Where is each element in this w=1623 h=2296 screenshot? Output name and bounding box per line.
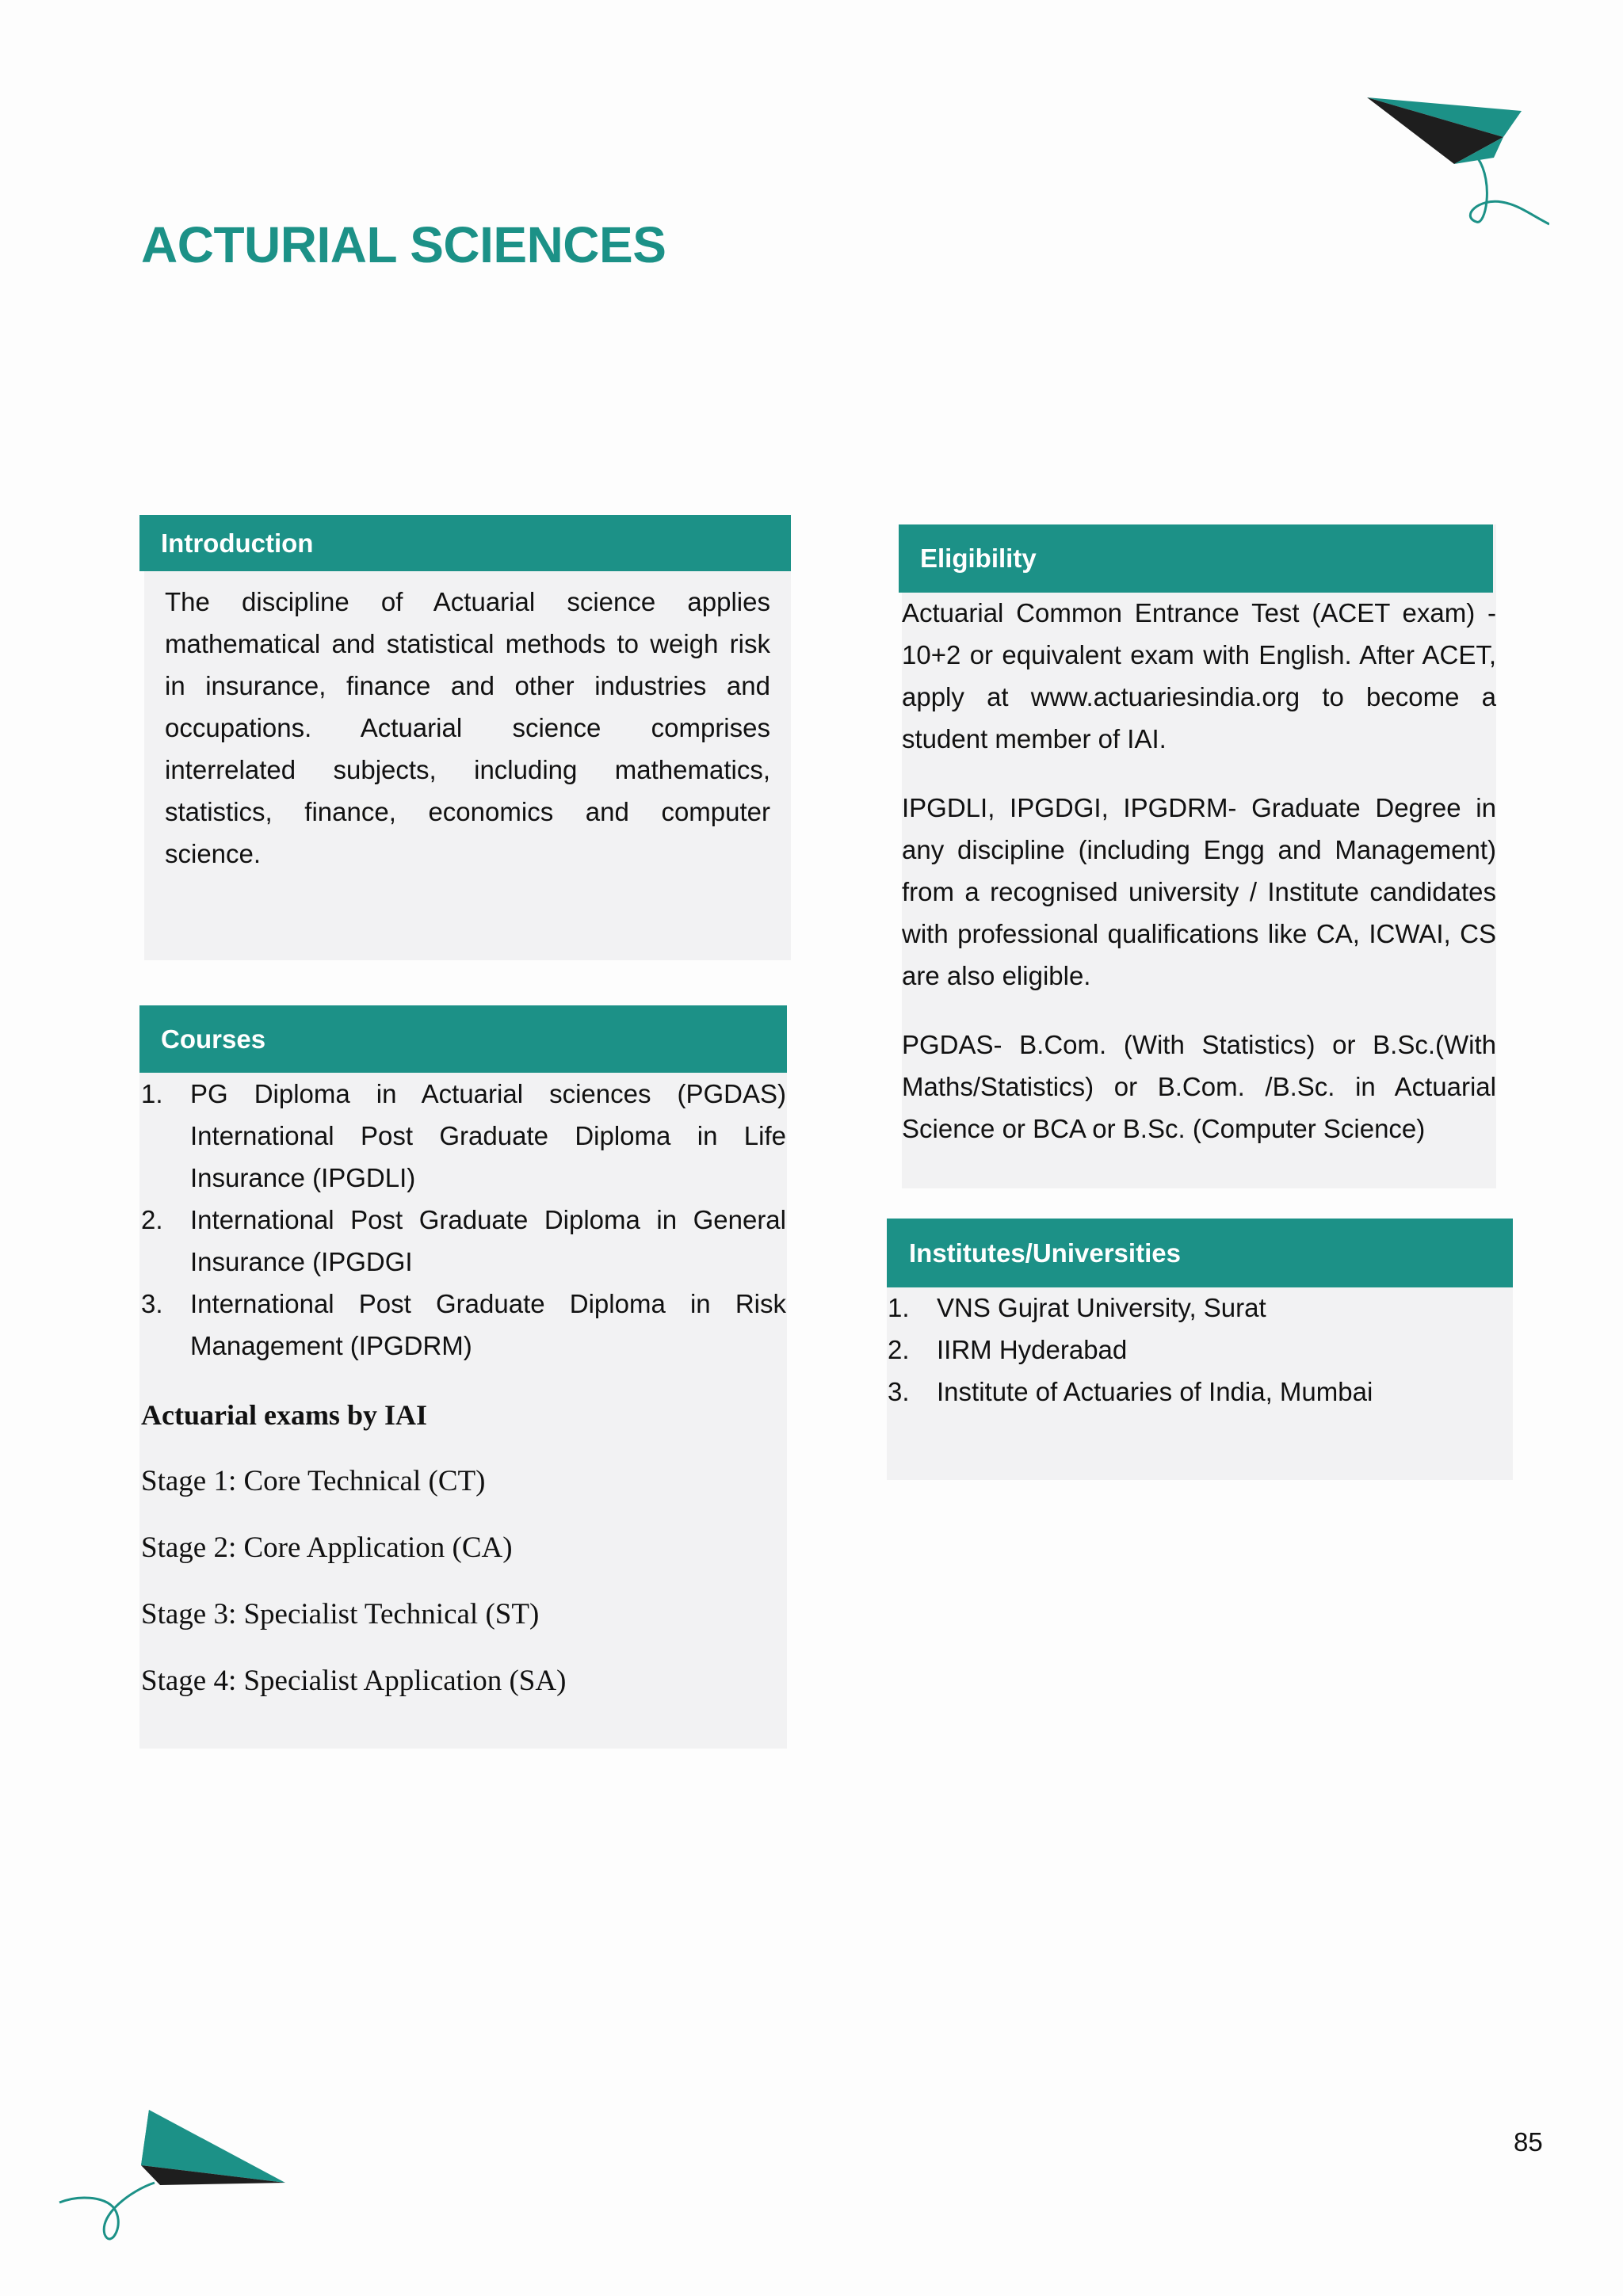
eligibility-paragraph: IPGDLI, IPGDGI, IPGDRM- Graduate Degree in any discipline (including Engg and Management) from a recognised university / Institute candidates with professional qualifications like CA, ICWAI, CS are also eligible. — [902, 793, 1496, 990]
exams-heading: Actuarial exams by IAI — [141, 1399, 427, 1431]
courses-list — [141, 1073, 786, 1367]
exam-stage: Stage 2: Core Application (CA) — [141, 1531, 513, 1564]
courses-heading: Courses — [139, 1005, 787, 1073]
list-item: 3. Institute of Actuaries of India, Mumbai — [888, 1377, 1373, 1406]
introduction-heading: Introduction — [139, 515, 791, 571]
page-title: ACTURIAL SCIENCES — [141, 216, 666, 273]
list-item: 1. PG Diploma in Actuarial sciences (PGDAS) International Post Graduate Diploma in Life Insurance (IPGDLI) — [141, 1079, 786, 1192]
exam-stage: Stage 3: Specialist Technical (ST) — [141, 1598, 540, 1630]
list-item: 3. International Post Graduate Diploma in Risk Management (IPGDRM) — [141, 1289, 786, 1360]
list-item: 2. IIRM Hyderabad — [888, 1335, 1128, 1364]
paper-plane-icon — [55, 2103, 293, 2254]
list-item: 2. International Post Graduate Diploma in General Insurance (IPGDGI — [141, 1205, 786, 1276]
eligibility-paragraph: Actuarial Common Entrance Test (ACET exam) - 10+2 or equivalent exam with English. After ACET, apply at www.actuariesindia.org to become a student member of IAI. — [902, 598, 1496, 753]
eligibility-text — [902, 592, 1496, 1150]
eligibility-heading: Eligibility — [899, 524, 1493, 593]
institutes-heading: Institutes/Universities — [887, 1219, 1513, 1287]
exam-stage: Stage 1: Core Technical (CT) — [141, 1465, 486, 1497]
introduction-text: The discipline of Actuarial science applies mathematical and statistical methods to weigh risk in insurance, finance and other industries and occupations. Actuarial science comprises interrelated subjects, including mathematics, statistics, finance, economics and computer science. — [165, 587, 770, 868]
list-item: 1. VNS Gujrat University, Surat — [888, 1293, 1266, 1322]
institutes-list — [888, 1287, 1506, 1413]
eligibility-paragraph: PGDAS- B.Com. (With Statistics) or B.Sc.(With Maths/Statistics) or B.Com. /B.Sc. in Actuarial Science or BCA or B.Sc. (Computer Science) — [902, 1030, 1496, 1143]
paper-plane-icon — [1359, 91, 1549, 234]
exam-stage: Stage 4: Specialist Application (SA) — [141, 1665, 567, 1697]
page-number: 85 — [1514, 2127, 1543, 2157]
